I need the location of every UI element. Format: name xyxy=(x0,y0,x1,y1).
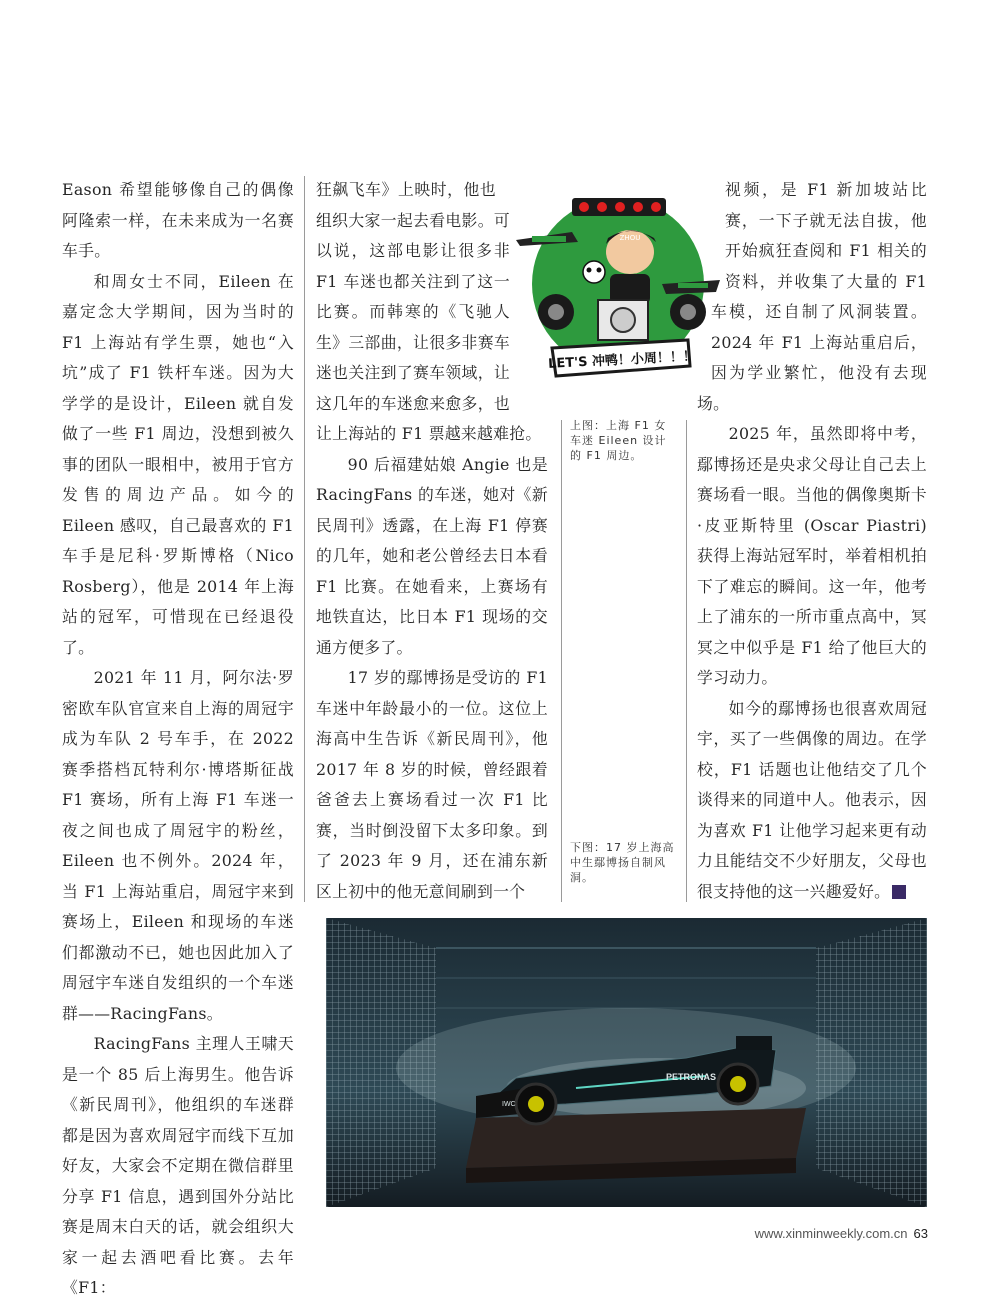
livery-text: PETRONAS xyxy=(666,1072,717,1082)
banner-text: LET'S 冲鸭！小周！！！ xyxy=(547,349,697,372)
caption-top: 上图：上海 F1 女车迷 Eileen 设计的 F1 周边。 xyxy=(570,419,667,462)
paragraph xyxy=(697,694,935,908)
paragraph: 2021 年 11 月，阿尔法·罗密欧车队官宣来自上海的周冠宇成为车队 2 号车手，在 2022 赛季搭档瓦特利尔·博塔斯征战 F1 赛场，所有上海 F1 车迷一夜之间也成了周冠宇的粉丝，Eileen 也不例外。2024 年，当 F1 上海站重启，周冠宇来到赛场上，Eileen 和现场的车迷们都激动不已，她也因此加入了周冠宇车迷自发组织的一个车迷群——RacingFans。 xyxy=(62,668,294,1023)
column-divider xyxy=(686,420,687,902)
paragraph: 狂飙飞车》上映时，他也组织大家一起去看电影。可以说，这部电影让很多非 F1 车迷也都关注到了这一比赛。而韩寒的《飞驰人生》三部曲，让很多非赛车迷也关注到了赛车领域，让这几年的车迷愈来愈多，也让上海站的 F1 票越来越难抢。 xyxy=(316,180,542,443)
paragraph: 视频，是 F1 新加坡站比赛，一下子就无法自拔，他开始疯狂查阅和 F1 相关的资料，并收集了大量的 F1 车模，还自制了风洞装置。2024 年 F1 上海站重启后，因为学业繁忙，他没有去现场。 xyxy=(697,180,927,413)
paragraph: 2025 年，虽然即将中考，鄢博扬还是央求父母让自己去上赛场看一眼。当他的偶像奥斯卡·皮亚斯特里 (Oscar Piastri) 获得上海站冠军时，举着相机拍下了难忘的瞬间。这一年，他考上了浦东的一所市重点高中，冥冥之中似乎是 F1 给了他巨大的学习动力。 xyxy=(697,424,927,687)
page-footer xyxy=(755,1226,928,1241)
sponsor-text: IWC xyxy=(502,1101,516,1108)
f1-fan-merch-illustration xyxy=(512,180,724,378)
paragraph: Eason 希望能够像自己的偶像阿隆索一样，在未来成为一名赛车手。 xyxy=(62,180,294,260)
end-mark-icon: 民 xyxy=(892,885,906,899)
model-base xyxy=(466,1108,806,1183)
column-divider xyxy=(561,420,562,902)
caption-bottom: 下图：17 岁上海高中生鄢博扬自制风洞。 xyxy=(570,841,675,884)
podium-icon xyxy=(598,300,648,340)
panda-icon xyxy=(583,261,605,283)
tyre-right-icon xyxy=(670,294,706,330)
column-1 xyxy=(62,175,294,1304)
column-3 xyxy=(697,175,935,907)
cap-text: ZHOU xyxy=(619,234,641,242)
tyre-left-icon xyxy=(538,294,574,330)
paragraph: 90 后福建姑娘 Angie 也是 RacingFans 的车迷，她对《新民周刊》透露，在上海 F1 停赛的几年，她和老公曾经去日本看 F1 比赛。在她看来，上赛场有地铁直达，比日本 F1 现场的交通方便多了。 xyxy=(316,454,548,657)
wind-tunnel-photo xyxy=(326,918,927,1207)
paragraph: 17 岁的鄢博扬是受访的 F1 车迷中年龄最小的一位。这位上海高中生告诉《新民周刊》，他 2017 年 8 岁的时候，曾经跟着爸爸去上赛场看过一次 F1 比赛，当时倒没留下太多印象。到了 2023 年 9 月，还在浦东新区上初中的他无意间刷到一个 xyxy=(316,668,548,901)
footer-url: www.xinminweekly.com.cn xyxy=(754,1226,908,1241)
paragraph-text: 如今的鄢博扬也很喜欢周冠宇，买了一些偶像的周边。在学校，F1 话题也让他结交了几个谈得来的同道中人。他表示，因为喜欢 F1 让他学习起来更有动力且能结交不少好朋友，父母也很支持他的这一兴趣爱好。 xyxy=(697,698,927,901)
paragraph: RacingFans 主理人王啸天是一个 85 后上海男生。他告诉《新民周刊》，他组织的车迷群都是因为喜欢周冠宇而线下互加好友，大家会不定期在微信群里分享 F1 信息，遇到国外分站比赛是周末白天的话，就会组织大家一起去酒吧看比赛。去年《F1： xyxy=(62,1034,294,1297)
paragraph: 和周女士不同，Eileen 在嘉定念大学期间，因为当时的 F1 上海站有学生票，她也“入坑”成了 F1 铁杆车迷。因为大学学的是设计，Eileen 就自发做了一些 F1 周边，没想到被久事的团队一眼相中，被用于官方发售的周边产品。如今的 Eileen 感叹，自己最喜欢的 F1 车手是尼科·罗斯博格（Nico Rosberg），他是 2014 年上海站的冠军，可惜现在已经退役了。 xyxy=(62,271,294,657)
column-divider xyxy=(304,176,305,902)
page-number: 63 xyxy=(913,1226,928,1241)
